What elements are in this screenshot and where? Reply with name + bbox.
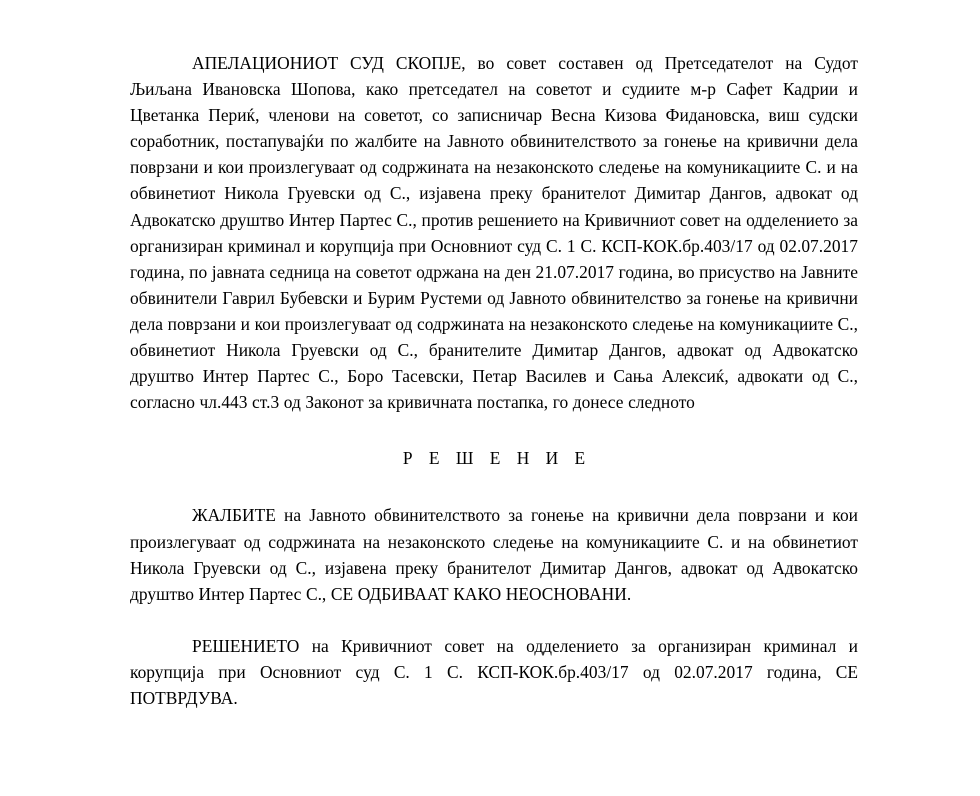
- paragraph-ruling-decision-upheld: РЕШЕНИЕТО на Кривичниот совет на одделението за организиран криминал и корупција при Основниот суд С. 1 С. КСП-КОК.бр.403/17 од 02.07.2017 година, СЕ ПОТВРДУВА.: [130, 635, 858, 708]
- decision-heading: Р Е Ш Е Н И Е: [402, 448, 592, 469]
- document-body: [130, 50, 858, 711]
- spacer-before-heading: [130, 415, 858, 445]
- spacer-between-rulings: [130, 607, 858, 633]
- paragraph-introduction: АПЕЛАЦИОНИОТ СУД СКОПЈЕ, во совет составен од Претседателот на Судот Љиљана Ивановска Шопова, како претседател на советот и судиите м-р Сафет Кадрии и Цветанка Периќ, членови на советот, со записничар Весна Кизова Фидановска, виш судски соработник, постапувајќи по жалбите на Јавното обвинителството за гонење на кривични дела поврзани и кои произлегуваат од содржината на незаконското следење на комуникациите С. и на обвинетиот Никола Груевски од С., изјавена преку бранителот Димитар Дангов, адвокат од Адвокатско друштво Интер Партес С., против решението на Кривичниот совет на одделението за организиран криминал и корупција при Основниот суд С. 1 С. КСП-КОК.бр.403/17 од 02.07.2017 година, по јавната седница на советот одржана на ден 21.07.2017 година, во присуство на Јавните обвинители Гаврил Бубевски и Бурим Рустеми од Јавното обвинителство за гонење на кривични дела поврзани и кои произлегуваат од содржината на незаконското следење на комуникациите С., обвинетиот Никола Груевски од С., бранителите Димитар Дангов, адвокат од Адвокатско друштво Интер Партес С., Боро Тасевски, Петар Василев и Сања Алексиќ, адвокати од С., согласно чл.443 ст.3 од Законот за кривичната постапка, го донесе следното: [130, 53, 858, 413]
- paragraph-ruling-appeals-rejected: ЖАЛБИТЕ на Јавното обвинителството за гонење на кривични дела поврзани и кои произлегуваат од содржината на незаконското следење на комуникациите С. и на обвинетиот Никола Груевски од С., изјавена преку бранителот Димитар Дангов, адвокат од Адвокатско друштво Интер Партес С., СЕ ОДБИВААТ КАКО НЕОСНОВАНИ.: [130, 505, 858, 604]
- spacer-after-heading: [130, 471, 858, 502]
